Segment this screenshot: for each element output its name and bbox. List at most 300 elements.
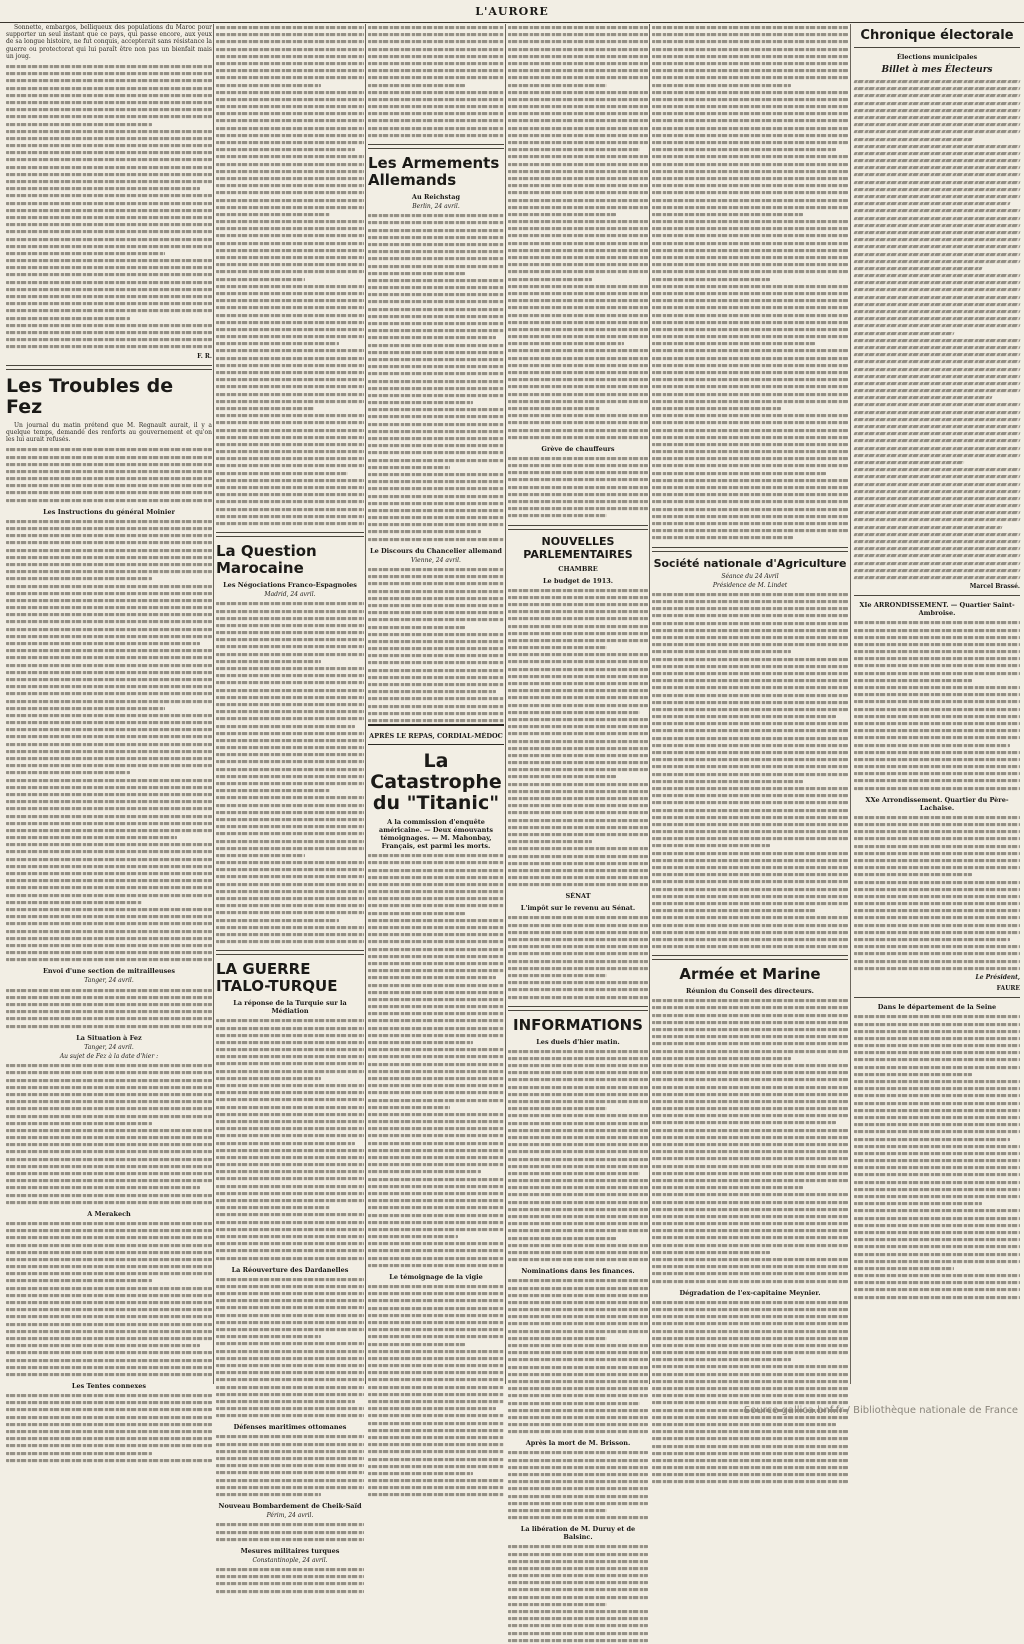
text-line: [216, 249, 364, 252]
text-line: [6, 72, 212, 75]
text-line: [652, 686, 848, 689]
text-line: [216, 1170, 364, 1173]
text-line: [6, 937, 212, 940]
text-line: [508, 1337, 607, 1340]
text-line: [216, 1350, 364, 1353]
text-line: [216, 371, 364, 374]
text-line: [216, 624, 364, 627]
text-line: [6, 237, 212, 240]
text-line: [854, 628, 1020, 631]
text-line: [216, 1364, 364, 1367]
text-line: [6, 1093, 212, 1096]
text-line: [508, 988, 648, 991]
text-line: [6, 1459, 212, 1462]
text-line: [216, 804, 364, 807]
text-line: [508, 1201, 648, 1204]
text-line: [6, 1107, 212, 1110]
text-line: [6, 1114, 212, 1117]
text-line: [6, 1236, 212, 1239]
text-line: [368, 1458, 504, 1461]
text-line: [508, 603, 648, 606]
text-line: [652, 1466, 848, 1469]
text-line: [853, 403, 1020, 406]
text-line: [6, 563, 212, 566]
text-line: [216, 1120, 364, 1123]
text-line: [368, 1371, 504, 1374]
text-line: [216, 1127, 364, 1130]
text-line: [216, 631, 364, 634]
text-line: [216, 1228, 364, 1231]
text-line: [508, 91, 648, 94]
text-line: [508, 33, 648, 36]
text-line: [508, 1610, 648, 1613]
text-line: [6, 484, 212, 487]
text-line: [216, 739, 364, 742]
text-line: [6, 173, 212, 176]
text-line: [652, 256, 848, 259]
section-heading: Au Reichstag: [411, 193, 461, 201]
text-line: [854, 1087, 1020, 1090]
text-line: [652, 1344, 848, 1347]
text-line: [6, 65, 212, 68]
section-heading: Élections municipales: [896, 53, 978, 61]
text-line: [508, 981, 648, 984]
text-line: [508, 739, 648, 742]
text-line: [652, 1129, 848, 1132]
text-line: [854, 1102, 1020, 1105]
text-line: [6, 1272, 212, 1275]
text-line: [853, 303, 1020, 306]
text-line: [853, 231, 1020, 234]
text-line: [6, 685, 212, 688]
dateline: Au sujet de Fez à la date d'hier :: [59, 1052, 159, 1060]
text-line: [853, 562, 1020, 565]
text-line: [652, 1215, 848, 1218]
text-line: [216, 1034, 364, 1037]
text-line: [368, 1465, 504, 1468]
text-line: [368, 523, 504, 526]
text-line: [368, 236, 504, 239]
text-line: [652, 306, 848, 309]
text-line: [853, 145, 1020, 148]
text-line: [6, 273, 212, 276]
text-line: [508, 127, 648, 130]
text-line: [368, 494, 504, 497]
text-line: [652, 536, 793, 539]
text-line: [652, 1136, 848, 1139]
text-line: [216, 789, 330, 792]
text-line: [216, 198, 364, 201]
text-line: [652, 529, 848, 532]
text-line: [368, 293, 504, 296]
text-line: [216, 508, 364, 511]
column-divider: [649, 24, 650, 1384]
text-line: [6, 858, 212, 861]
section-heading: Dans le département de la Seine: [877, 1003, 997, 1012]
text-line: [652, 76, 848, 79]
text-line: [216, 500, 364, 503]
text-line: [652, 198, 848, 201]
text-line: [854, 938, 1010, 941]
text-line: [853, 173, 1020, 176]
text-line: [216, 33, 364, 36]
text-line: [6, 915, 212, 918]
text-line: [854, 1123, 1020, 1126]
text-line: [6, 743, 212, 746]
text-line: [652, 643, 848, 646]
text-line: [508, 313, 648, 316]
text-line: [652, 1222, 848, 1225]
text-line: [652, 751, 848, 754]
text-line: [368, 998, 504, 1001]
text-line: [853, 267, 982, 270]
text-line: [508, 1495, 648, 1498]
text-line: [853, 324, 1020, 327]
text-line: [6, 1258, 212, 1261]
text-line: [368, 1019, 504, 1022]
text-line: [216, 1177, 364, 1180]
text-line: [216, 472, 348, 475]
text-line: [508, 675, 648, 678]
text-line: [216, 940, 364, 943]
text-line: [853, 80, 1020, 83]
text-line: [854, 1116, 1020, 1119]
text-line: [368, 1027, 504, 1030]
text-line: [652, 1193, 848, 1196]
text-line: [853, 439, 1020, 442]
text-line: [216, 703, 364, 706]
text-line: [508, 589, 648, 592]
text-line: [508, 471, 648, 474]
dateline: Berlin, 24 avril.: [412, 203, 460, 210]
text-line: [368, 1436, 504, 1439]
text-line: [652, 371, 848, 374]
text-line: [508, 610, 648, 613]
text-line: [652, 500, 848, 503]
text-line: [368, 948, 504, 951]
text-line: [508, 804, 648, 807]
text-line: [652, 1315, 848, 1318]
article-signature: Marcel Brassé.: [969, 583, 1020, 591]
signature-title: Le Président,: [975, 973, 1020, 981]
divider: [216, 532, 364, 537]
text-line: [652, 206, 848, 209]
text-line: [368, 705, 504, 708]
text-line: [6, 1064, 212, 1067]
text-line: [853, 217, 1020, 220]
text-line: [652, 105, 848, 108]
text-line: [853, 195, 1020, 198]
text-line: [652, 1086, 848, 1089]
text-line: [652, 270, 848, 273]
text-line: [6, 735, 212, 738]
section-heading: Billet à mes Électeurs: [881, 65, 993, 75]
text-line: [652, 1035, 848, 1038]
text-line: [216, 653, 364, 656]
text-line: [854, 758, 1020, 761]
text-line: [508, 1093, 648, 1096]
text-line: [854, 1267, 954, 1270]
text-line: [853, 576, 1020, 579]
text-line: [6, 209, 212, 212]
text-line: [216, 674, 364, 677]
text-line: [854, 1238, 1020, 1241]
text-line: [6, 779, 212, 782]
text-line: [508, 1358, 648, 1361]
text-line: [854, 1253, 1020, 1256]
text-line: [508, 1545, 648, 1548]
text-line: [368, 315, 504, 318]
text-line: [854, 700, 1020, 703]
text-line: [853, 375, 1020, 378]
section-heading: L'impôt sur le revenu au Sénat.: [520, 904, 636, 913]
text-line: [368, 1192, 504, 1195]
text-line: [6, 223, 212, 226]
masthead: [0, 2, 1024, 23]
text-line: [6, 230, 212, 233]
text-line: [368, 683, 504, 686]
text-line: [216, 818, 364, 821]
text-line: [6, 929, 212, 932]
text-line: [853, 432, 1020, 435]
text-line: [368, 1063, 504, 1066]
text-line: [652, 737, 848, 740]
text-line: [216, 1471, 364, 1474]
text-line: [368, 1185, 504, 1188]
text-line: [368, 516, 504, 519]
text-line: [368, 719, 504, 722]
text-line: [853, 102, 1020, 105]
text-line: [6, 829, 212, 832]
text-line: [652, 335, 848, 338]
text-line: [652, 213, 803, 216]
text-line: [508, 1344, 648, 1347]
text-line: [508, 883, 648, 886]
text-line: [368, 40, 504, 43]
text-line: [6, 1437, 212, 1440]
text-line: [6, 338, 212, 341]
text-line: [6, 166, 212, 169]
column-3: [368, 24, 504, 1384]
text-line: [368, 365, 504, 368]
text-line: [6, 94, 212, 97]
text-line: [853, 310, 1020, 313]
text-line: [6, 771, 130, 774]
text-line: [508, 1632, 648, 1635]
text-line: [6, 259, 212, 262]
text-line: [216, 55, 364, 58]
text-line: [652, 873, 848, 876]
text-line: [508, 775, 616, 778]
text-line: [6, 1401, 212, 1404]
text-line: [652, 263, 848, 266]
text-line: [854, 1173, 1020, 1176]
text-line: [508, 1179, 648, 1182]
text-line: [368, 336, 496, 339]
text-line: [216, 696, 364, 699]
text-line: [853, 202, 1010, 205]
text-line: [652, 1423, 836, 1426]
text-line: [368, 1414, 504, 1417]
text-line: [6, 448, 212, 451]
session-president: Présidence de M. Lindet: [712, 581, 788, 589]
text-line: [368, 466, 450, 469]
text-line: [853, 547, 1020, 550]
text-line: [854, 636, 1020, 639]
text-line: [853, 116, 1020, 119]
section-heading: CHAMBRE: [558, 564, 598, 573]
text-line: [853, 181, 1020, 184]
text-line: [853, 353, 1020, 356]
text-line: [853, 260, 1020, 263]
text-line: [853, 317, 1020, 320]
text-line: [854, 1066, 1020, 1069]
text-line: [652, 378, 848, 381]
text-line: [6, 455, 212, 458]
section-heading: SÉNAT: [565, 892, 591, 901]
text-line: [854, 621, 1020, 624]
text-line: [216, 522, 364, 525]
text-line: [508, 931, 648, 934]
text-line: [6, 1158, 212, 1161]
text-line: [652, 629, 848, 632]
text-line: [6, 1430, 212, 1433]
text-line: [652, 1057, 791, 1060]
text-line: [216, 191, 364, 194]
text-line: [508, 916, 648, 919]
text-line: [508, 514, 607, 517]
text-line: [652, 1071, 848, 1074]
section-heading: Nouveau Bombardement de Cheik-Saïd: [218, 1502, 362, 1511]
text-line: [6, 281, 212, 284]
text-line: [508, 400, 648, 403]
text-line: [216, 1242, 364, 1245]
article-signature: F. R.: [197, 352, 212, 360]
text-line: [6, 144, 212, 147]
text-line: [508, 478, 648, 481]
text-line: [216, 69, 364, 72]
text-line: [854, 1159, 1020, 1162]
text-line: [508, 660, 648, 663]
text-line: [6, 151, 212, 154]
text-line: [216, 1385, 364, 1388]
text-line: [368, 1314, 504, 1317]
text-line: [6, 477, 212, 480]
text-line: [368, 1012, 504, 1015]
text-line: [6, 1086, 212, 1089]
section-heading: Les Instructions du général Moinier: [43, 507, 175, 516]
text-line: [216, 1285, 364, 1288]
text-line: [508, 1373, 648, 1376]
text-line: [368, 1285, 504, 1288]
text-line: [368, 1113, 504, 1116]
text-line: [368, 1364, 504, 1367]
headline-armements-allemands: Les Armements Allemands: [368, 154, 500, 189]
text-line: [508, 170, 648, 173]
dateline: Tanger, 24 avril.: [84, 977, 134, 985]
text-line: [368, 1486, 504, 1489]
text-line: [652, 694, 848, 697]
text-line: [6, 1337, 212, 1340]
text-line: [854, 873, 972, 876]
text-line: [854, 852, 1020, 855]
text-line: [652, 191, 848, 194]
text-line: [652, 98, 848, 101]
text-line: [6, 628, 212, 631]
text-line: [6, 886, 212, 889]
text-line: [368, 1099, 504, 1102]
text-line: [216, 378, 364, 381]
text-line: [652, 177, 848, 180]
text-line: [216, 306, 364, 309]
text-line: [652, 1322, 848, 1325]
text-line: [508, 840, 592, 843]
text-line: [652, 722, 848, 725]
text-line: [6, 1136, 212, 1139]
text-line: [508, 747, 648, 750]
article-text: Sonnette, embargos, belliqueux des populations du Maroc pour supporter un seul instant que ce pays, qui passe encore, aux yeux de sa longue histoire, ne fut conquis, accepterait sans résistance la guerre ou protectorat qui lui paraît être non pas un bienfait mais un joug.: [6, 24, 212, 60]
text-line: [216, 1221, 364, 1224]
divider: [652, 547, 848, 552]
text-line: [216, 62, 364, 65]
text-line: [652, 515, 848, 518]
text-line: [368, 379, 504, 382]
text-line: [854, 1296, 1020, 1299]
text-line: [508, 1401, 640, 1404]
text-line: [854, 1058, 1020, 1061]
text-line: [853, 475, 1020, 478]
text-line: [853, 396, 992, 399]
text-line: [216, 617, 364, 620]
text-line: [652, 837, 848, 840]
text-line: [854, 657, 1020, 660]
text-line: [508, 826, 648, 829]
text-line: [652, 1150, 848, 1153]
text-line: [6, 1394, 212, 1397]
text-line: [368, 358, 504, 361]
text-line: [854, 823, 1020, 826]
text-line: [652, 163, 848, 166]
text-line: [508, 184, 648, 187]
text-line: [216, 746, 364, 749]
text-line: [368, 229, 504, 232]
text-line: [508, 436, 648, 439]
text-line: [652, 184, 848, 187]
text-line: [508, 1208, 648, 1211]
text-line: [6, 1165, 212, 1168]
column-1: [6, 24, 212, 1391]
text-line: [652, 1064, 848, 1067]
text-line: [216, 1393, 364, 1396]
text-line: [368, 618, 504, 621]
text-line: [6, 1294, 212, 1297]
text-line: [652, 1208, 848, 1211]
text-line: [652, 342, 815, 345]
text-line: [508, 754, 648, 757]
text-line: [854, 1195, 1020, 1198]
text-line: [508, 1315, 648, 1318]
text-line: [368, 1264, 504, 1267]
text-line: [652, 787, 848, 790]
text-line: [508, 249, 648, 252]
text-line: [216, 1156, 364, 1159]
text-line: [6, 606, 212, 609]
text-line: [216, 227, 364, 230]
text-line: [6, 714, 212, 717]
section-heading: Nominations dans les finances.: [521, 1267, 635, 1276]
text-line: [508, 1451, 648, 1454]
text-line: [6, 989, 212, 992]
